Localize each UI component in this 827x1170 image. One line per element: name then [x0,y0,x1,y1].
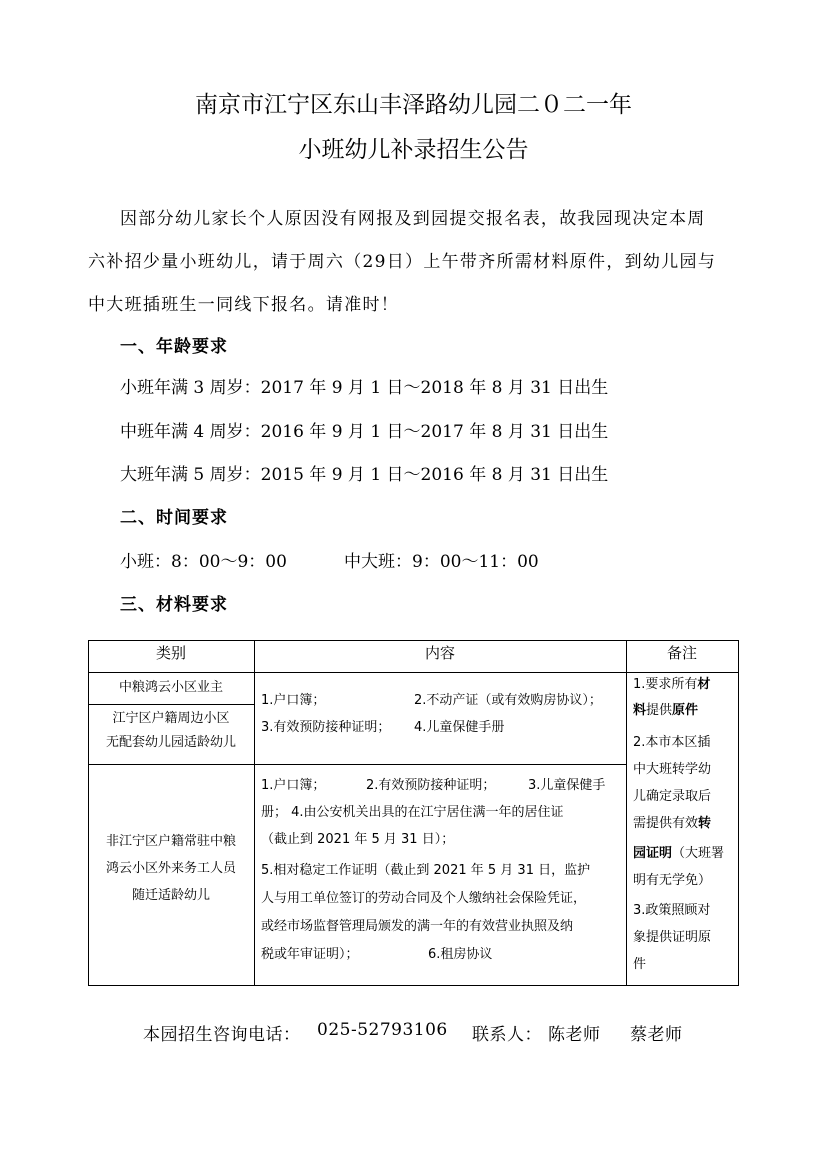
table-header-remarks: 备注 [666,644,697,662]
content2-item3: 3.儿童保健手 [528,778,606,793]
section-time-heading: 二、时间要求 [120,508,228,528]
content2-line3: （截止到 2021 年 5 月 31 日）； [261,832,455,847]
time-small-class: 小班：8：00～9：00 [120,552,287,572]
intro-line-1: 因部分幼儿家长个人原因没有网报及到园提交报名表，故我园现决定本周 [120,209,706,229]
intro-line-3: 中大班插班生一同线下报名。请准时！ [88,295,400,315]
remark-2-line6: 明有无学免） [633,873,712,888]
table-header-category: 类别 [155,644,186,662]
remark-2-line5: 园证明（大班署 [633,846,725,861]
remark-1-line1: 1.要求所有材 [633,677,711,692]
consult-phone-number: 025-52793106 [317,1020,448,1040]
category-nonlocal-line1: 非江宁区户籍常驻中粮 [105,834,236,849]
remark-2-line3: 儿确定录取后 [633,789,712,804]
category-nonlocal-line3: 随迁适龄幼儿 [131,888,210,903]
consult-phone-label: 本园招生咨询电话： [143,1025,301,1045]
content1-item3: 3.有效预防接种证明； [261,720,391,735]
content2-line5: 人与用工单位签订的劳动合同及个人缴纳社会保险凭证， [261,891,587,906]
time-middle-large-class: 中大班：9：00～11：00 [344,552,539,572]
contact-label: 联系人： [472,1025,542,1045]
remark-1-line2: 料提供原件 [633,703,699,718]
remark-2-line1: 2.本市本区插 [633,735,711,750]
content2-line2: 册； 4.由公安机关出具的在江宁居住满一年的居住证 [261,805,564,820]
age-requirement-large: 大班年满 5 周岁：2015 年 9 月 1 日～2016 年 8 月 31 日出生 [120,465,609,485]
intro-line-2: 六补招少量小班幼儿，请于周六（29日）上午带齐所需材料原件，到幼儿园与 [88,252,717,272]
remark-3-line1: 3.政策照顾对 [633,903,711,918]
notice-title-line2: 小班幼儿补录招生公告 [298,137,529,163]
category-local-line1: 江宁区户籍周边小区 [112,711,230,726]
content1-item2: 2.不动产证（或有效购房协议）； [414,693,602,708]
content2-line4: 5.相对稳定工作证明（截止到 2021 年 5 月 31 日，监护 [261,863,591,878]
content2-item1: 1.户口簿； [261,778,326,793]
content2-line7: 税或年审证明）； [261,947,359,962]
notice-title-line1: 南京市江宁区东山丰泽路幼儿园二０二一年 [195,92,632,118]
contact-person-1: 陈老师 [548,1025,601,1045]
content2-item6: 6.租房协议 [428,947,493,962]
content1-item4: 4.儿童保健手册 [414,720,505,735]
section-materials-heading: 三、材料要求 [120,595,228,615]
remark-3-line3: 件 [633,957,647,972]
age-requirement-small: 小班年满 3 周岁：2017 年 9 月 1 日～2018 年 8 月 31 日出生 [120,378,609,398]
category-nonlocal-line2: 鸿云小区外来务工人员 [105,861,236,876]
section-age-heading: 一、年龄要求 [120,337,228,357]
content2-line6: 或经市场监督管理局颁发的满一年的有效营业执照及纳 [261,919,574,934]
category-local-line2: 无配套幼儿园适龄幼儿 [105,735,236,750]
category-homeowner: 中粮鸿云小区业主 [118,680,223,695]
age-requirement-middle: 中班年满 4 周岁：2016 年 9 月 1 日～2017 年 8 月 31 日出生 [120,422,609,442]
content1-item1: 1.户口簿； [261,693,326,708]
contact-person-2: 蔡老师 [630,1025,683,1045]
table-header-content: 内容 [424,644,455,662]
content2-item2: 2.有效预防接种证明； [366,778,496,793]
remark-3-line2: 象提供证明原 [633,930,712,945]
remark-2-line4: 需提供有效转 [633,816,712,831]
remark-2-line2: 中大班转学幼 [633,762,712,777]
